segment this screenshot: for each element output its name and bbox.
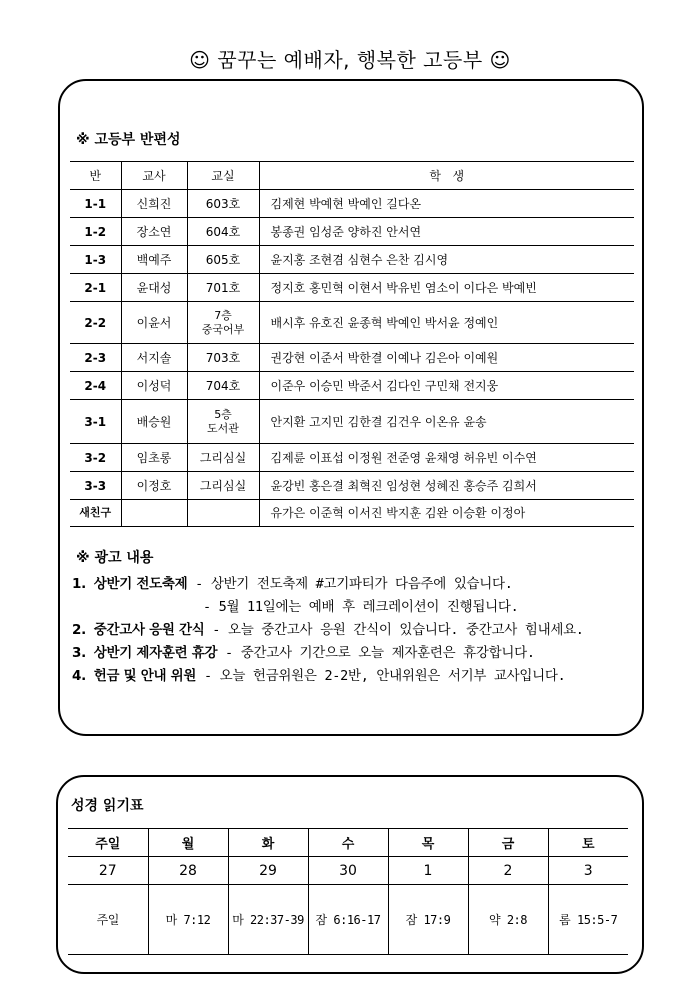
announcement-number: 1. (72, 576, 86, 592)
table-row (70, 274, 634, 302)
day-header: 목 (388, 829, 468, 857)
students-cell: 윤지홍 조현겸 심현수 은찬 김시영 (259, 246, 634, 274)
teacher-cell: 이정호 (121, 472, 187, 500)
class-cell: 3-3 (70, 472, 121, 500)
bible-reading-panel (56, 775, 644, 974)
teacher-cell: 임초롱 (121, 444, 187, 472)
announcement-title: 헌금 및 안내 위원 (93, 668, 197, 684)
table-row (70, 302, 634, 344)
bible-reading-heading: 성경 읽기표 (71, 798, 144, 814)
class-and-ads-panel (58, 79, 644, 736)
room-line: 중국어부 (201, 322, 245, 336)
table-row (70, 444, 634, 472)
room-cell: 604호 (187, 218, 259, 246)
students-cell: 권강현 이준서 박한결 이예나 김은아 이예원 (259, 344, 634, 372)
date-cell: 1 (388, 857, 468, 885)
teacher-cell: 서지솔 (121, 344, 187, 372)
students-cell: 봉종권 임성준 양하진 안서연 (259, 218, 634, 246)
reading-cell: 잠 17:9 (388, 885, 468, 955)
header-class: 반 (70, 162, 121, 190)
class-cell: 2-1 (70, 274, 121, 302)
announcements-heading: ※ 광고 내용 (76, 550, 154, 566)
day-header-row (68, 829, 628, 857)
date-cell: 29 (228, 857, 308, 885)
table-row (70, 372, 634, 400)
room-cell: 701호 (187, 274, 259, 302)
announcement-item (72, 573, 642, 596)
teacher-cell: 이성덕 (121, 372, 187, 400)
announcement-title: 상반기 제자훈련 휴강 (93, 645, 218, 661)
class-assignment-table (70, 161, 634, 527)
room-cell: 605호 (187, 246, 259, 274)
room-cell: 704호 (187, 372, 259, 400)
students-cell: 정지호 홍민혁 이현서 박유빈 염소이 이다은 박예빈 (259, 274, 634, 302)
date-row (68, 857, 628, 885)
announcement-item (72, 596, 642, 619)
room-line: 도서관 (207, 421, 239, 435)
announcement-number: 2. (72, 622, 86, 638)
announcement-number: 3. (72, 645, 86, 661)
students-cell: 유가은 이준혁 이서진 박지훈 김완 이승환 이정아 (259, 500, 634, 527)
table-row (70, 218, 634, 246)
table-row (70, 472, 634, 500)
day-header: 주일 (68, 829, 148, 857)
announcement-title: 상반기 전도축제 (93, 576, 188, 592)
room-cell: 603호 (187, 190, 259, 218)
room-cell: 703호 (187, 344, 259, 372)
room-cell: 그리심실 (187, 444, 259, 472)
date-cell: 3 (548, 857, 628, 885)
reading-row (68, 885, 628, 955)
page-title: ☺ 꿈꾸는 예배자, 행복한 고등부 ☺ (189, 48, 511, 72)
day-header: 화 (228, 829, 308, 857)
announcement-item (72, 665, 642, 688)
class-cell: 새친구 (70, 500, 121, 527)
reading-cell: 잠 6:16-17 (308, 885, 388, 955)
class-cell: 3-1 (70, 400, 121, 444)
teacher-cell: 이윤서 (121, 302, 187, 344)
class-assignment-heading: ※ 고등부 반편성 (76, 132, 181, 148)
teacher-cell: 윤대성 (121, 274, 187, 302)
teacher-cell: 배승원 (121, 400, 187, 444)
class-cell: 1-1 (70, 190, 121, 218)
header-students: 학 생 (259, 162, 634, 190)
students-cell: 김제현 박예현 박예인 길다온 (259, 190, 634, 218)
reading-cell: 마 7:12 (148, 885, 228, 955)
announcement-number: 4. (72, 668, 86, 684)
class-cell: 2-2 (70, 302, 121, 344)
students-cell: 이준우 이승민 박준서 김다인 구민채 전지웅 (259, 372, 634, 400)
students-cell: 배시후 유호진 윤종혁 박예인 박서윤 정예인 (259, 302, 634, 344)
teacher-cell: 장소연 (121, 218, 187, 246)
table-row (70, 190, 634, 218)
reading-cell: 마 22:37-39 (228, 885, 308, 955)
header-room: 교실 (187, 162, 259, 190)
teacher-cell: 백예주 (121, 246, 187, 274)
bible-reading-table (68, 828, 628, 955)
date-cell: 27 (68, 857, 148, 885)
announcement-item (72, 642, 642, 665)
announcement-item (72, 619, 642, 642)
room-cell (187, 500, 259, 527)
class-cell: 1-3 (70, 246, 121, 274)
date-cell: 30 (308, 857, 388, 885)
day-header: 월 (148, 829, 228, 857)
room-line: 7층 (214, 308, 232, 322)
class-cell: 2-4 (70, 372, 121, 400)
day-header: 수 (308, 829, 388, 857)
class-cell: 1-2 (70, 218, 121, 246)
reading-cell: 주일 (68, 885, 148, 955)
teacher-cell: 신희진 (121, 190, 187, 218)
table-row (70, 400, 634, 444)
table-row (70, 344, 634, 372)
reading-cell: 롬 15:5-7 (548, 885, 628, 955)
day-header: 토 (548, 829, 628, 857)
room-line: 5층 (214, 407, 232, 421)
class-cell: 2-3 (70, 344, 121, 372)
teacher-cell (121, 500, 187, 527)
day-header: 금 (468, 829, 548, 857)
students-cell: 윤강빈 홍은결 최혁진 임성현 성혜진 홍승주 김희서 (259, 472, 634, 500)
announcement-text: - 중간고사 기간으로 오늘 제자훈련은 휴강합니다. (217, 645, 535, 661)
reading-cell: 약 2:8 (468, 885, 548, 955)
room-cell (187, 400, 259, 444)
table-row (70, 246, 634, 274)
table-row (70, 500, 634, 527)
announcement-text: - 오늘 중간고사 응원 간식이 있습니다. 중간고사 힘내세요. (204, 622, 584, 638)
announcement-text: - 5월 11일에는 예배 후 레크레이션이 진행됩니다. (203, 599, 519, 615)
table-header-row (70, 162, 634, 190)
class-cell: 3-2 (70, 444, 121, 472)
date-cell: 28 (148, 857, 228, 885)
announcement-text: - 상반기 전도축제 #고기파티가 다음주에 있습니다. (187, 576, 513, 592)
announcement-text: - 오늘 헌금위원은 2-2반, 안내위원은 서기부 교사입니다. (196, 668, 566, 684)
students-cell: 안지환 고지민 김한결 김건우 이온유 윤송 (259, 400, 634, 444)
announcement-title: 중간고사 응원 간식 (93, 622, 205, 638)
students-cell: 김제륜 이표섭 이정원 전준영 윤채영 허유빈 이수연 (259, 444, 634, 472)
header-teacher: 교사 (121, 162, 187, 190)
date-cell: 2 (468, 857, 548, 885)
room-cell: 그리심실 (187, 472, 259, 500)
room-cell (187, 302, 259, 344)
announcements-list (72, 573, 642, 688)
